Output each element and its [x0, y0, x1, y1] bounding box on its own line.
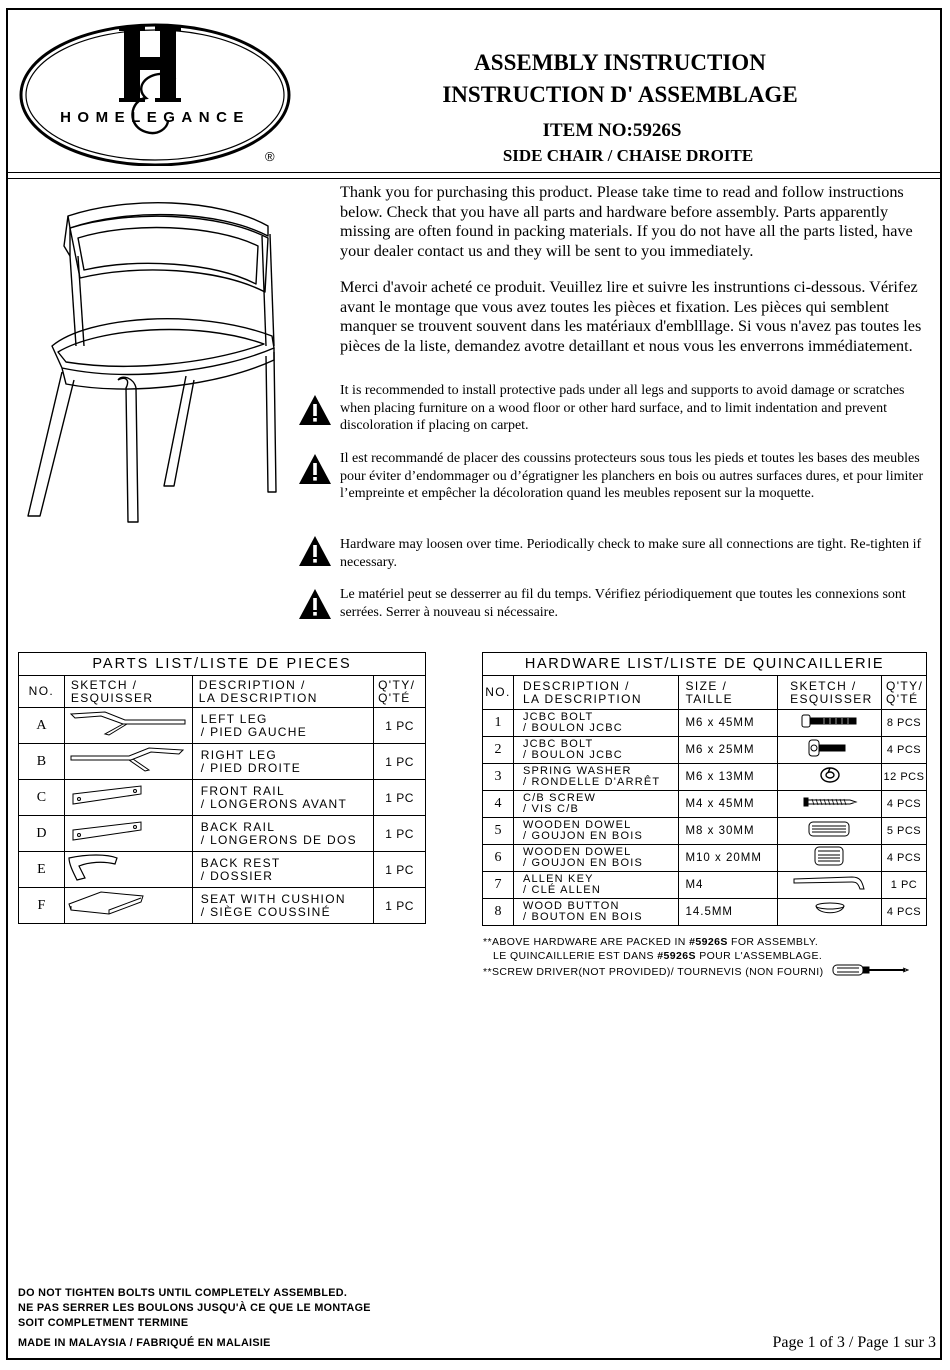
- hw-desc-en: SPRING WASHER: [522, 765, 632, 777]
- part-qty: 1 PC: [374, 816, 426, 852]
- part-desc-en: FRONT RAIL: [200, 783, 285, 798]
- note-text: FOR ASSEMBLY.: [727, 936, 819, 948]
- leg-sketch: [64, 708, 192, 744]
- part-no: F: [19, 888, 65, 924]
- hw-no: 7: [483, 872, 514, 899]
- note-item-no: #5926S: [657, 949, 696, 962]
- part-no: A: [19, 708, 65, 744]
- hardware-note-fr: [483, 950, 909, 964]
- table-row: [483, 845, 927, 872]
- hw-desc-fr: / CLÉ ALLEN: [522, 884, 601, 896]
- table-row: [483, 737, 927, 764]
- part-desc-fr: / DOSSIER: [200, 868, 274, 883]
- hw-qty: 4 PCS: [882, 791, 927, 818]
- part-desc-fr: / SIÈGE COUSSINÉ: [200, 904, 331, 919]
- warning-text-hardware-en: Hardware may loosen over time. Periodically check to make sure all connections are tight. Re-tighten if necessary.: [340, 537, 922, 570]
- rail-sketch: [64, 816, 192, 852]
- hw-no: 8: [483, 899, 514, 926]
- warning-text-pads-fr: Il est recommandé de placer des coussins protecteurs sous tous les pieds et toutes les bases des meubles pour éviter d’endommager ou d’égratigner les planchers en bois ou autres surfaces dures, et pour limiter l’empreinte et empêcher la décoloration quand les meubles reposent sur la moquette.: [340, 451, 924, 501]
- col-size-fr: TAILLE: [685, 691, 733, 706]
- title-english: ASSEMBLY INSTRUCTION: [474, 50, 766, 75]
- table-row: [483, 818, 927, 845]
- col-qty: Q'TY/: [378, 677, 416, 692]
- note-item-no: #5926S: [689, 936, 728, 948]
- screwdriver-note: [483, 963, 909, 982]
- hw-desc-fr: / GOUJON EN BOIS: [522, 857, 644, 869]
- hw-desc-en: WOOD BUTTON: [522, 900, 620, 912]
- table-row: [483, 710, 927, 737]
- hw-size: M6 x 25MM: [679, 737, 778, 764]
- col-qty-fr: Q'TÉ: [886, 691, 919, 706]
- part-qty: 1 PC: [374, 888, 426, 924]
- product-name: SIDE CHAIR / CHAISE DROITE: [502, 146, 754, 165]
- hw-desc-en: WOODEN DOWEL: [522, 819, 632, 831]
- brand-logo: [18, 16, 298, 166]
- note-text: LE QUINCAILLERIE EST DANS: [493, 949, 658, 962]
- hw-desc-en: JCBC BOLT: [522, 738, 594, 750]
- page-number: Page 1 of 3 / Page 1 sur 3: [772, 1334, 936, 1351]
- brand-text: HOMELEGANCE: [60, 109, 250, 126]
- note-text: **SCREW DRIVER(NOT PROVIDED)/ TOURNEVIS (NON FOURNI): [483, 966, 824, 979]
- hw-desc-en: C/B SCREW: [522, 792, 597, 804]
- part-desc-fr: / LONGERONS AVANT: [200, 796, 348, 811]
- hw-qty: 4 PCS: [882, 845, 927, 872]
- screw-icon: [778, 791, 882, 818]
- warning-icon: [298, 534, 332, 568]
- hw-size: 14.5MM: [679, 899, 778, 926]
- part-desc-en: BACK REST: [200, 855, 281, 870]
- hw-size: M8 x 30MM: [679, 818, 778, 845]
- part-desc-en: LEFT LEG: [200, 711, 268, 726]
- hw-no: 4: [483, 791, 514, 818]
- seat-sketch: [64, 888, 192, 924]
- hw-no: 6: [483, 845, 514, 872]
- col-no: NO.: [28, 684, 55, 698]
- table-row: [483, 899, 927, 926]
- hardware-notes: [483, 936, 909, 982]
- backrest-sketch: [64, 852, 192, 888]
- col-description: DESCRIPTION /: [522, 678, 630, 693]
- hw-desc-fr: / RONDELLE D'ARRÊT: [522, 776, 661, 788]
- hw-no: 2: [483, 737, 514, 764]
- warning-text-pads-en: It is recommended to install protective pads under all legs and supports to avoid damage or scratches when placing furniture on a wood floor or other hard surface, and to limit indentation and prevent discoloration if placing on carpet.: [340, 383, 905, 433]
- hw-desc-fr: / BOULON JCBC: [522, 722, 623, 734]
- parts-list-table: [18, 652, 426, 924]
- hw-size: M4: [679, 872, 778, 899]
- hw-desc-en: WOODEN DOWEL: [522, 846, 632, 858]
- short-bolt-icon: [778, 737, 882, 764]
- hw-no: 1: [483, 710, 514, 737]
- registered-mark: ®: [265, 149, 275, 164]
- screwdriver-icon: [831, 963, 909, 982]
- warning-icon: [298, 393, 332, 427]
- title-french: INSTRUCTION D' ASSEMBLAGE: [442, 82, 798, 107]
- hw-desc-en: ALLEN KEY: [522, 873, 594, 885]
- part-no: C: [19, 780, 65, 816]
- wood-button-icon: [778, 899, 882, 926]
- rail-sketch: [64, 780, 192, 816]
- col-sketch-fr: ESQUISSER: [790, 691, 873, 706]
- part-qty: 1 PC: [374, 852, 426, 888]
- hw-desc-fr: / BOUTON EN BOIS: [522, 911, 643, 923]
- item-number: ITEM NO:5926S: [542, 120, 682, 141]
- hw-desc-fr: / BOULON JCBC: [522, 749, 623, 761]
- warning-icon: [298, 452, 332, 486]
- washer-icon: [778, 764, 882, 791]
- hw-qty: 12 PCS: [882, 764, 927, 791]
- note-text: **ABOVE HARDWARE ARE PACKED IN: [483, 936, 690, 948]
- part-desc-en: BACK RAIL: [200, 819, 276, 834]
- hardware-note-en: [483, 936, 909, 950]
- hw-size: M6 x 45MM: [679, 710, 778, 737]
- col-sketch: SKETCH /: [790, 678, 857, 693]
- col-size: SIZE /: [685, 678, 728, 693]
- hw-qty: 8 PCS: [882, 710, 927, 737]
- chair-illustration: [18, 196, 288, 526]
- part-no: E: [19, 852, 65, 888]
- col-sketch-fr: ESQUISSER: [70, 690, 154, 705]
- hw-desc-fr: / GOUJON EN BOIS: [522, 830, 644, 842]
- part-no: B: [19, 744, 65, 780]
- hw-desc-fr: / VIS C/B: [522, 803, 579, 815]
- part-no: D: [19, 816, 65, 852]
- hw-qty: 5 PCS: [882, 818, 927, 845]
- leg-sketch: [64, 744, 192, 780]
- hw-qty: 4 PCS: [882, 899, 927, 926]
- table-row: [19, 816, 426, 852]
- dowel-icon: [778, 845, 882, 872]
- col-qty: Q'TY/: [886, 678, 924, 693]
- intro-french: Merci d'avoir acheté ce produit. Veuillez lire et suivre les instruntions ci-dessous. Vérifez avant le montage que vous avez toutes les pièces et fixation. Les pièces qui semblent manquer se trouvent souvent dans les matériaux d'emblllage. Si vous n'avez pas toutes les pièces de la liste, demandez avotre detaillant et nous vous les enverrons immédiatement.: [340, 278, 922, 355]
- bolt-icon: [778, 710, 882, 737]
- hardware-list-table: [482, 652, 927, 926]
- hardware-list-caption: HARDWARE LIST/LISTE DE QUINCAILLERIE: [483, 653, 927, 676]
- table-row: [483, 764, 927, 791]
- header-divider-double: [6, 178, 942, 179]
- parts-list-caption: PARTS LIST/LISTE DE PIECES: [19, 653, 426, 676]
- table-row: [483, 791, 927, 818]
- hw-qty: 1 PC: [882, 872, 927, 899]
- part-desc-en: SEAT WITH CUSHION: [200, 891, 346, 906]
- col-no: NO.: [485, 685, 511, 699]
- part-qty: 1 PC: [374, 780, 426, 816]
- hw-no: 3: [483, 764, 514, 791]
- col-description-fr: LA DESCRIPTION: [522, 691, 642, 706]
- hw-qty: 4 PCS: [882, 737, 927, 764]
- intro-english: Thank you for purchasing this product. Please take time to read and follow instructions below. Check that you have all parts and hardware before assembly. Parts apparently missing are often found in packing materials. If you do not have all the parts listed, have your dealer contact us and they will be sent to you immediately.: [340, 183, 913, 260]
- hw-size: M10 x 20MM: [679, 845, 778, 872]
- hw-no: 5: [483, 818, 514, 845]
- col-sketch: SKETCH /: [70, 677, 138, 692]
- table-row: [19, 744, 426, 780]
- part-qty: 1 PC: [374, 708, 426, 744]
- assembly-footer-notes: [18, 1286, 371, 1351]
- part-qty: 1 PC: [374, 744, 426, 780]
- part-desc-en: RIGHT LEG: [200, 747, 277, 762]
- table-row: [19, 888, 426, 924]
- col-qty-fr: Q'TÉ: [378, 690, 411, 705]
- part-desc-fr: / LONGERONS DE DOS: [200, 832, 357, 847]
- col-description: DESCRIPTION /: [198, 677, 306, 692]
- col-description-fr: LA DESCRIPTION: [198, 690, 318, 705]
- dowel-icon: [778, 818, 882, 845]
- hw-size: M4 x 45MM: [679, 791, 778, 818]
- warning-icon: [298, 587, 332, 621]
- header-divider: [6, 172, 942, 173]
- hw-desc-en: JCBC BOLT: [522, 711, 594, 723]
- part-desc-fr: / PIED GAUCHE: [200, 724, 308, 739]
- allen-key-icon: [778, 872, 882, 899]
- table-row: [19, 708, 426, 744]
- warning-text-hardware-fr: Le matériel peut se desserrer au fil du temps. Vérifiez périodiquement que toutes les connexions sont serrées. Serrer à nouveau si nécessaire.: [340, 587, 906, 620]
- table-row: [19, 780, 426, 816]
- table-row: [19, 852, 426, 888]
- made-in: MADE IN MALAYSIA / FABRIQUÉ EN MALAISIE: [18, 1337, 271, 1349]
- footer-line: NE PAS SERRER LES BOULONS JUSQU'À CE QUE LE MONTAGE: [18, 1302, 371, 1314]
- part-desc-fr: / PIED DROITE: [200, 760, 302, 775]
- table-row: [483, 872, 927, 899]
- hw-size: M6 x 13MM: [679, 764, 778, 791]
- footer-line: DO NOT TIGHTEN BOLTS UNTIL COMPLETELY ASSEMBLED.: [18, 1287, 348, 1299]
- footer-line: SOIT COMPLETMENT TERMINE: [18, 1317, 189, 1329]
- note-text: POUR L'ASSEMBLAGE.: [695, 949, 823, 962]
